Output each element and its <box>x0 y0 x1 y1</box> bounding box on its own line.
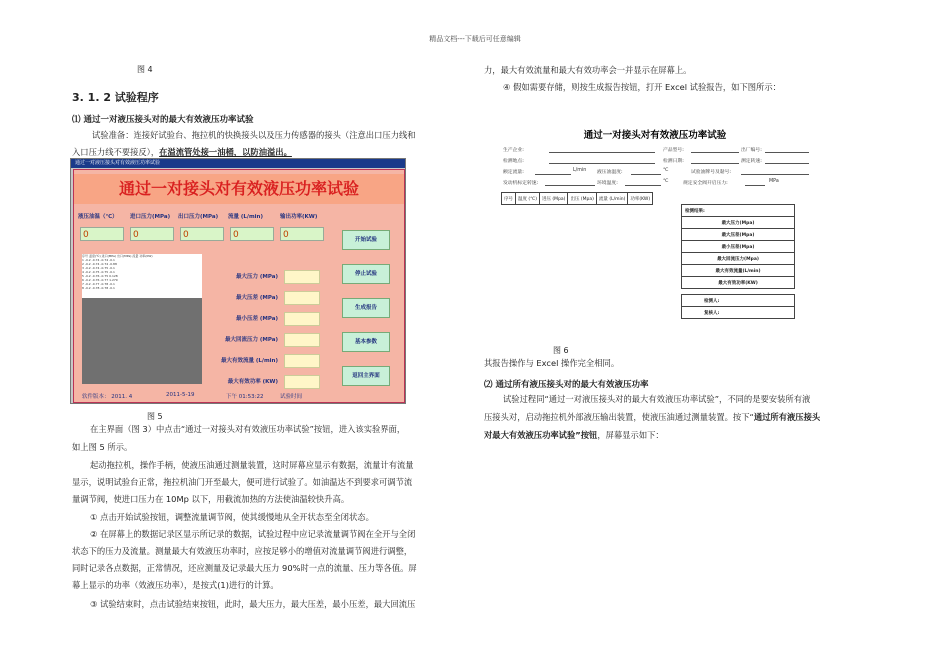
grid-row: 8 -0.2 -0.78 -0.78 -0.1 <box>82 286 115 290</box>
para1-line1: 在主界面（图 3）中点击“通过一对接头对有效液压功率试验”按钮，进入该实验界面， <box>90 424 406 434</box>
report-underline <box>765 152 809 153</box>
section-title: 3. 1. 2 试验程序 <box>72 91 159 104</box>
value-outlet-pressure: 0 <box>180 227 224 241</box>
results-title: 检测结果: <box>682 205 795 217</box>
right-line1: 力，最大有效流量和最大有效功率会一并显示在屏幕上。 <box>484 65 692 75</box>
para3: ① 点击开始试验按钮，调整流量调节阀，使其缓慢地从全开状态至全闭状态。 <box>90 512 374 522</box>
grid-row: 3 -0.2 -0.74 -0.75 -0.1 <box>82 266 115 270</box>
value-oil-temp: 0 <box>80 227 124 241</box>
label-inlet-pressure: 进口压力(MPa) <box>130 214 171 220</box>
prep-line-1: 试验准备：连接好试验台、拖拉机的快换接头以及压力传感器的接头（注意出口压力线和 <box>92 130 416 140</box>
label-output-power: 输出功率(KW) <box>280 214 318 220</box>
para4-line2: 状态下的压力及流量。测量最大有效液压功率时，应按足够小的增值对流量调节阀进行调整， <box>72 546 413 556</box>
report-unit-degc: ℃ <box>663 168 669 173</box>
report-unit-mpa: MPa <box>769 179 779 184</box>
grid-header: 序号 温度(℃) 进口(MPa) 出口(MPa) 流量 功率(KW) <box>82 254 153 258</box>
subsection-2-title: ⑵ 通过所有液压接头对的最大有效液压功率 <box>484 380 649 390</box>
report-field-oil-grade: 试验油牌号及黏号: <box>691 170 731 175</box>
app-title: 通过一对接头对有效液压功率试验 <box>74 174 404 204</box>
result-max-pressure: 最大压力(Mpa) <box>682 217 795 229</box>
label-max-return-pressure: 最大回流压力 (MPa) <box>224 337 278 343</box>
result-max-pressure-diff: 最大压差(Mpa) <box>682 229 795 241</box>
col-outlet: 出压 (Mpa) <box>568 193 596 205</box>
right-line4: 试验过程同“通过一对液压接头对的最大有效液压功率试验”，不同的是要安装所有液 <box>503 394 811 404</box>
report-field-oil-temp: 液压油温度: <box>597 170 623 175</box>
label-max-effective-flow: 最大有效流量 (L/min) <box>221 358 278 364</box>
software-version: 软件版本： 2011. 4 <box>82 394 133 400</box>
fig5-caption: 图 5 <box>147 412 163 421</box>
para4-line3: 同时记录各点数据，正常情况，还应测量及记录最大压力 90%时一点的流量、压力等各值。屏 <box>72 563 417 573</box>
report-underline <box>691 152 739 153</box>
report-underline <box>549 152 655 153</box>
report-field-date: 检测日期: <box>663 159 684 164</box>
value-max-effective-power <box>284 375 320 389</box>
report-field-company: 生产企业: <box>503 148 524 153</box>
value-flow: 0 <box>230 227 274 241</box>
grid-row: 1 -0.2 -0.74 -0.74 -0.1 <box>82 258 115 262</box>
value-max-pressure-diff <box>284 291 320 305</box>
value-max-pressure <box>284 270 320 284</box>
para2-line1: 起动拖拉机，操作手柄，使液压油通过测量装置，这时屏幕应显示有数据，流量计有流量 <box>90 460 414 470</box>
value-max-return-pressure <box>284 333 320 347</box>
label-oil-temp: 液压油温（℃） <box>78 214 118 220</box>
signature-reviewer: 复核人: <box>682 307 795 319</box>
label-min-pressure-diff: 最小压差 (MPa) <box>235 316 278 322</box>
value-inlet-pressure: 0 <box>130 227 174 241</box>
para5: ③ 试验结束时，点击试验结束按钮，此时，最大压力，最大压差，最小压差，最大回流压 <box>90 599 416 609</box>
report-underline <box>765 163 809 164</box>
grid-row: 5 -0.2 -0.76 -0.75 0.128 <box>82 274 118 278</box>
result-max-effective-power: 最大有效功率(KW) <box>682 277 795 289</box>
report-field-ambient-temp: 环境温度: <box>597 181 618 186</box>
label-max-pressure-diff: 最大压差 (MPa) <box>235 295 278 301</box>
result-max-return-pressure: 最大回流压力(Mpa) <box>682 253 795 265</box>
generate-report-button[interactable]: 生成报告 <box>342 298 390 318</box>
report-results-table <box>681 204 795 319</box>
data-grid[interactable] <box>82 254 202 384</box>
start-test-button[interactable]: 开始试验 <box>342 230 390 250</box>
right-line6-plain: ，屏幕显示如下： <box>597 430 664 440</box>
col-power: 功率(KW) <box>628 193 653 205</box>
signature-inspector: 检测人: <box>682 295 795 307</box>
result-min-pressure-diff: 最小压差(Mpa) <box>682 241 795 253</box>
right-line6-bold: 对最大有效液压功率试验”按钮 <box>484 430 598 440</box>
grid-row: 4 -0.2 -0.75 -0.75 -0.1 <box>82 270 115 274</box>
report-underline <box>625 185 661 186</box>
value-output-power: 0 <box>280 227 324 241</box>
col-temp: 温度 (℃) <box>516 193 540 205</box>
report-underline <box>691 163 739 164</box>
result-max-effective-flow: 最大有效流量(L/min) <box>682 265 795 277</box>
report-underline <box>631 174 661 175</box>
report-field-model: 产品型号: <box>663 148 684 153</box>
col-flow: 流量 (L/min) <box>596 193 627 205</box>
report-underline <box>545 185 595 186</box>
stop-test-button[interactable]: 停止试验 <box>342 264 390 284</box>
report-field-rated-flow: 额定流量: <box>503 170 524 175</box>
col-index: 序号 <box>502 193 516 205</box>
excel-report-figure <box>497 122 813 336</box>
footer-time: 下午 01:53:22 <box>226 394 264 400</box>
prep-line-2-plain: 入口压力线不要接反）， <box>72 147 160 157</box>
report-unit-lmin: L/min <box>573 168 587 173</box>
right-line6 <box>484 427 884 444</box>
right-line5-plain: 压接头对，启动拖拉机外部液压输出装置，使液压油通过测量装置。按下“ <box>484 412 754 422</box>
value-max-effective-flow <box>284 354 320 368</box>
report-underline <box>741 174 809 175</box>
page-header: 精品文档---下载后可任意编辑 <box>429 35 521 43</box>
fig4-caption: 图 4 <box>137 65 153 74</box>
fig6-caption: 图 6 <box>553 346 569 355</box>
para4-line4: 幕上显示的功率（效液压功率），是按式(1)进行的计算。 <box>72 580 279 590</box>
label-max-effective-power: 最大有效功率 (KW) <box>227 379 278 385</box>
report-field-speed: 测定转速: <box>741 159 762 164</box>
app-screenshot <box>70 158 406 404</box>
app-titlebar: 通过一对液压接头对有效液压功率试验 <box>71 159 405 168</box>
right-line5 <box>484 409 884 426</box>
right-line5-bold: 通过所有液压接头 <box>753 412 821 422</box>
report-underline <box>535 174 571 175</box>
report-field-serial: 出厂编号: <box>741 148 762 153</box>
para1-line2: 如上图 5 所示。 <box>72 442 133 452</box>
footer-test-time-label: 试验时间 <box>280 394 303 400</box>
label-flow: 流量 (L/min) <box>228 214 263 220</box>
app-body <box>73 169 405 403</box>
report-field-location: 检测地点: <box>503 159 524 164</box>
label-max-pressure: 最大压力 (MPa) <box>235 274 278 280</box>
subsection-1-title: ⑴ 通过一对液压接头对的最大有效液压功率试验 <box>72 115 254 125</box>
return-main-button[interactable]: 返回主界面 <box>342 366 390 386</box>
footer-date: 2011-5-19 <box>166 392 195 398</box>
report-data-table <box>501 192 653 205</box>
value-min-pressure-diff <box>284 312 320 326</box>
para2-line3: 量调节阀，使进口压力在 10Mp 以下，用截流加热的方法使油温较快升高。 <box>72 494 350 504</box>
report-title: 通过一对接头对有效液压功率试验 <box>583 130 727 141</box>
label-outlet-pressure: 出口压力(MPa) <box>178 214 219 220</box>
data-grid-records <box>82 254 202 298</box>
col-inlet: 进压 (Mpa) <box>540 193 568 205</box>
report-unit-degc-2: ℃ <box>663 179 669 184</box>
prep-line-2-underlined: 在溢流管处接一油桶，以防油溢出。 <box>159 147 292 157</box>
basic-params-button[interactable]: 基本参数 <box>342 332 390 352</box>
grid-row: 2 -0.2 -0.74 -0.74 -0.88 <box>82 262 117 266</box>
report-field-safety-valve: 规定安全阀开启压力: <box>683 181 728 186</box>
grid-row: 6 -0.2 -0.76 -0.77 1.279 <box>82 278 118 282</box>
para2-line2: 显示，说明试验台正常，拖拉机油门开至最大，便可进行试验了。如油温达不到要求可调节流 <box>72 477 413 487</box>
report-field-engine-speed: 发动机标定转速: <box>503 181 539 186</box>
para4-line1: ② 在屏幕上的数据记录区显示所记录的数据，试验过程中应记录流量调节阀在全开与全闭 <box>90 529 416 539</box>
right-line2: ④ 假如需要存储，则按生成报告按钮，打开 Excel 试验报告，如下图所示： <box>503 82 781 92</box>
report-underline <box>549 163 655 164</box>
grid-row: 7 -0.2 -0.77 -0.78 -0.1 <box>82 282 115 286</box>
report-underline <box>745 185 765 186</box>
right-line3: 其报告操作与 Excel 操作完全相同。 <box>484 358 620 368</box>
